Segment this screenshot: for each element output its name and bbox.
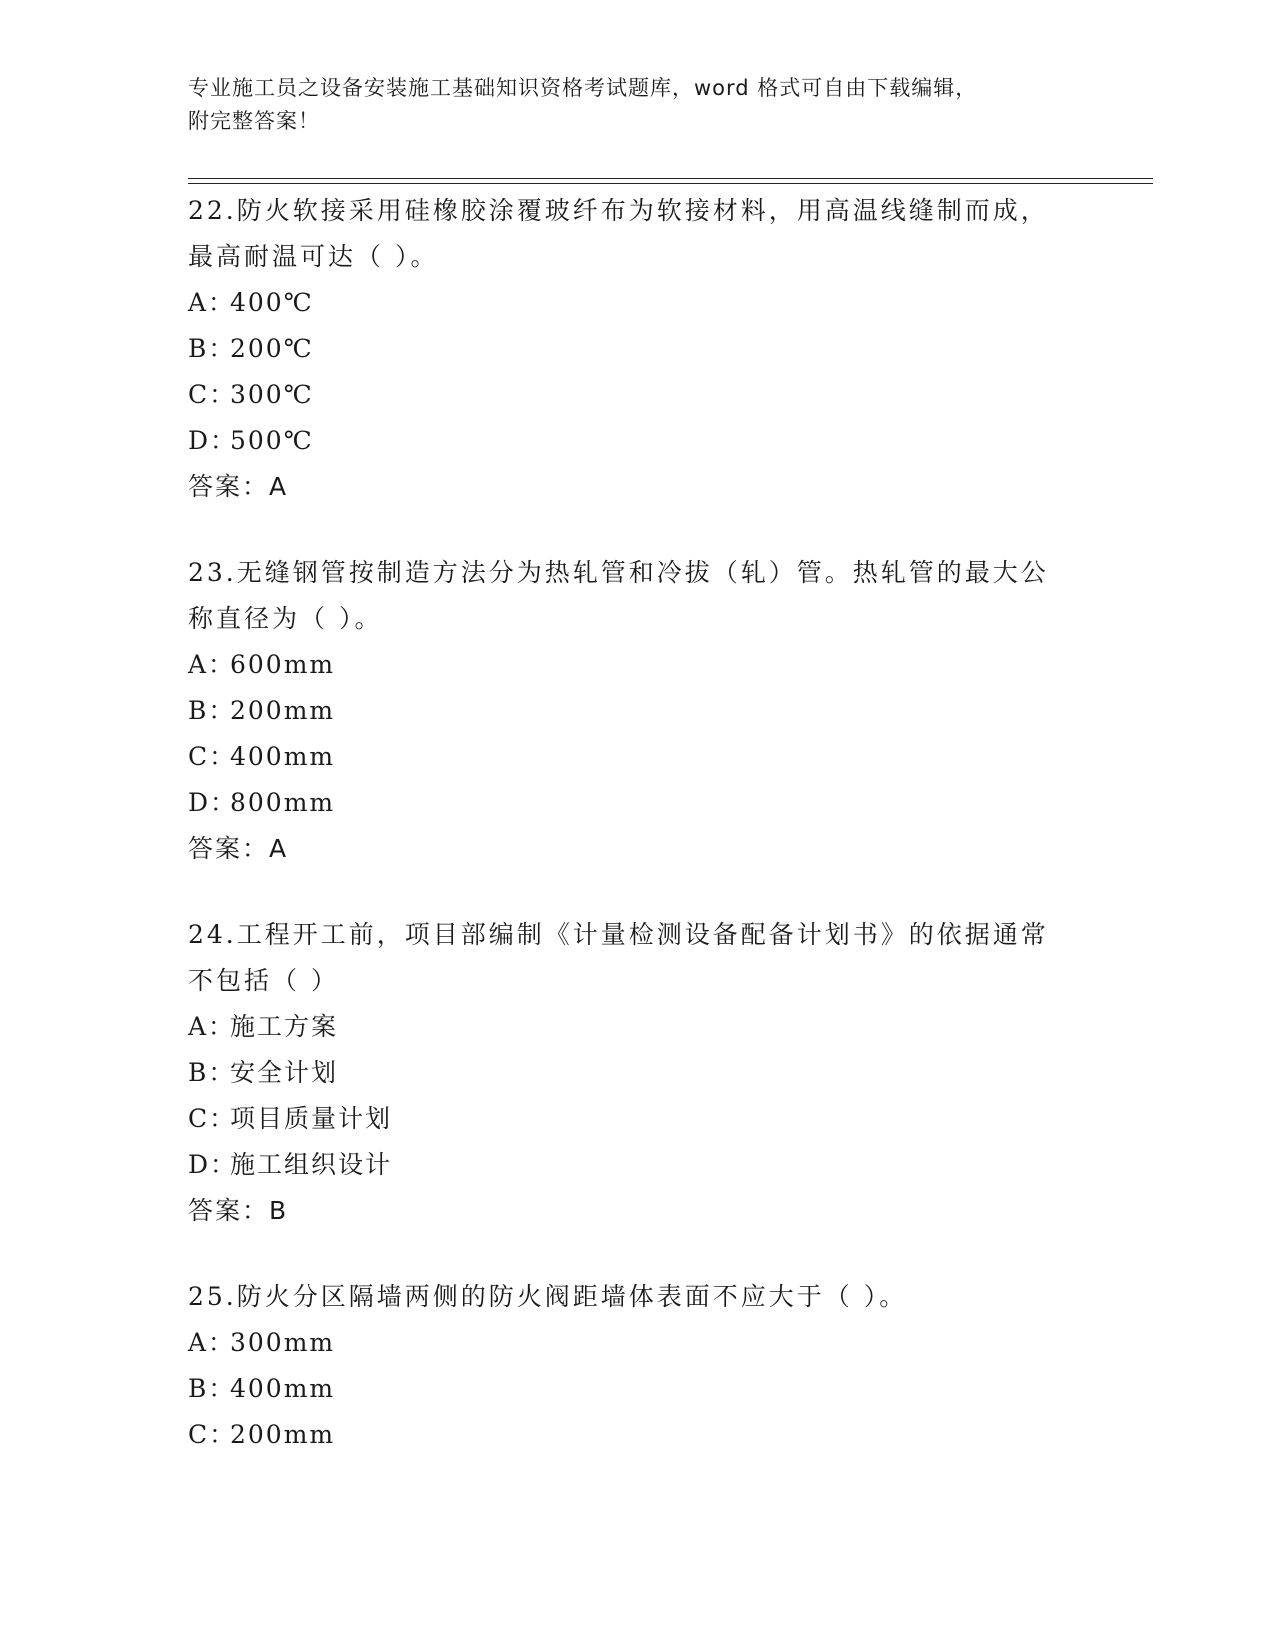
option-key: A： [188, 650, 236, 679]
question-stem-line-1: 23.无缝钢管按制造方法分为热轧管和冷拔（轧）管。热轧管的最大公 [188, 558, 1049, 587]
option-key: B： [188, 1374, 236, 1403]
option-text: 项目质量计划 [230, 1104, 393, 1133]
option-text: 400mm [230, 742, 336, 771]
option-a [188, 642, 1088, 688]
header-line-1: 专业施工员之设备安装施工基础知识资格考试题库，word 格式可自由下载编辑， [188, 76, 978, 100]
option-key: D： [188, 426, 238, 455]
option-key: A： [188, 1012, 236, 1041]
option-text: 施工方案 [230, 1012, 339, 1041]
option-b [188, 1050, 1088, 1096]
option-a [188, 1004, 1088, 1050]
option-text: 300℃ [230, 380, 314, 409]
option-text: 施工组织设计 [230, 1150, 393, 1179]
option-c [188, 1412, 1088, 1458]
question-stem-line-2: 称直径为（ ）。 [188, 604, 383, 633]
option-key: C： [188, 1420, 237, 1449]
question-stem-line-2: 最高耐温可达（ ）。 [188, 242, 439, 271]
header-divider-bottom [188, 183, 1153, 184]
option-key: A： [188, 1328, 236, 1357]
option-text: 500℃ [230, 426, 314, 455]
answer-label: 答案：A [188, 834, 289, 863]
answer-label: 答案：A [188, 472, 289, 501]
option-key: D： [188, 1150, 238, 1179]
option-b [188, 688, 1088, 734]
question-22 [188, 188, 1088, 510]
option-key: B： [188, 696, 236, 725]
header-line-2: 附完整答案！ [188, 109, 320, 133]
question-24 [188, 912, 1088, 1234]
question-stem-line-1: 22.防火软接采用硅橡胶涂覆玻纤布为软接材料，用高温线缝制而成， [188, 196, 1049, 225]
option-text: 300mm [230, 1328, 336, 1357]
option-c [188, 372, 1088, 418]
option-key: C： [188, 742, 237, 771]
question-stem-line-1: 25.防火分区隔墙两侧的防火阀距墙体表面不应大于（ ）。 [188, 1282, 908, 1311]
document-header [188, 72, 1088, 138]
option-text: 安全计划 [230, 1058, 339, 1087]
option-text: 400mm [230, 1374, 336, 1403]
option-text: 200mm [230, 1420, 336, 1449]
header-divider-top [188, 178, 1153, 179]
option-c [188, 734, 1088, 780]
option-key: C： [188, 380, 237, 409]
question-stem-line-1: 24.工程开工前，项目部编制《计量检测设备配备计划书》的依据通常 [188, 920, 1049, 949]
option-text: 400℃ [230, 288, 314, 317]
option-a [188, 280, 1088, 326]
option-key: B： [188, 1058, 236, 1087]
question-23 [188, 550, 1088, 872]
question-stem-line-2: 不包括（ ） [188, 966, 339, 995]
question-25 [188, 1274, 1088, 1458]
option-b [188, 326, 1088, 372]
answer-label: 答案：B [188, 1196, 289, 1225]
option-c [188, 1096, 1088, 1142]
option-b [188, 1366, 1088, 1412]
option-d [188, 418, 1088, 464]
option-text: 200℃ [230, 334, 314, 363]
option-d [188, 780, 1088, 826]
option-key: D： [188, 788, 238, 817]
option-text: 600mm [230, 650, 336, 679]
option-key: B： [188, 334, 236, 363]
option-key: C： [188, 1104, 237, 1133]
option-text: 800mm [230, 788, 336, 817]
option-text: 200mm [230, 696, 336, 725]
option-d [188, 1142, 1088, 1188]
option-key: A： [188, 288, 236, 317]
option-a [188, 1320, 1088, 1366]
